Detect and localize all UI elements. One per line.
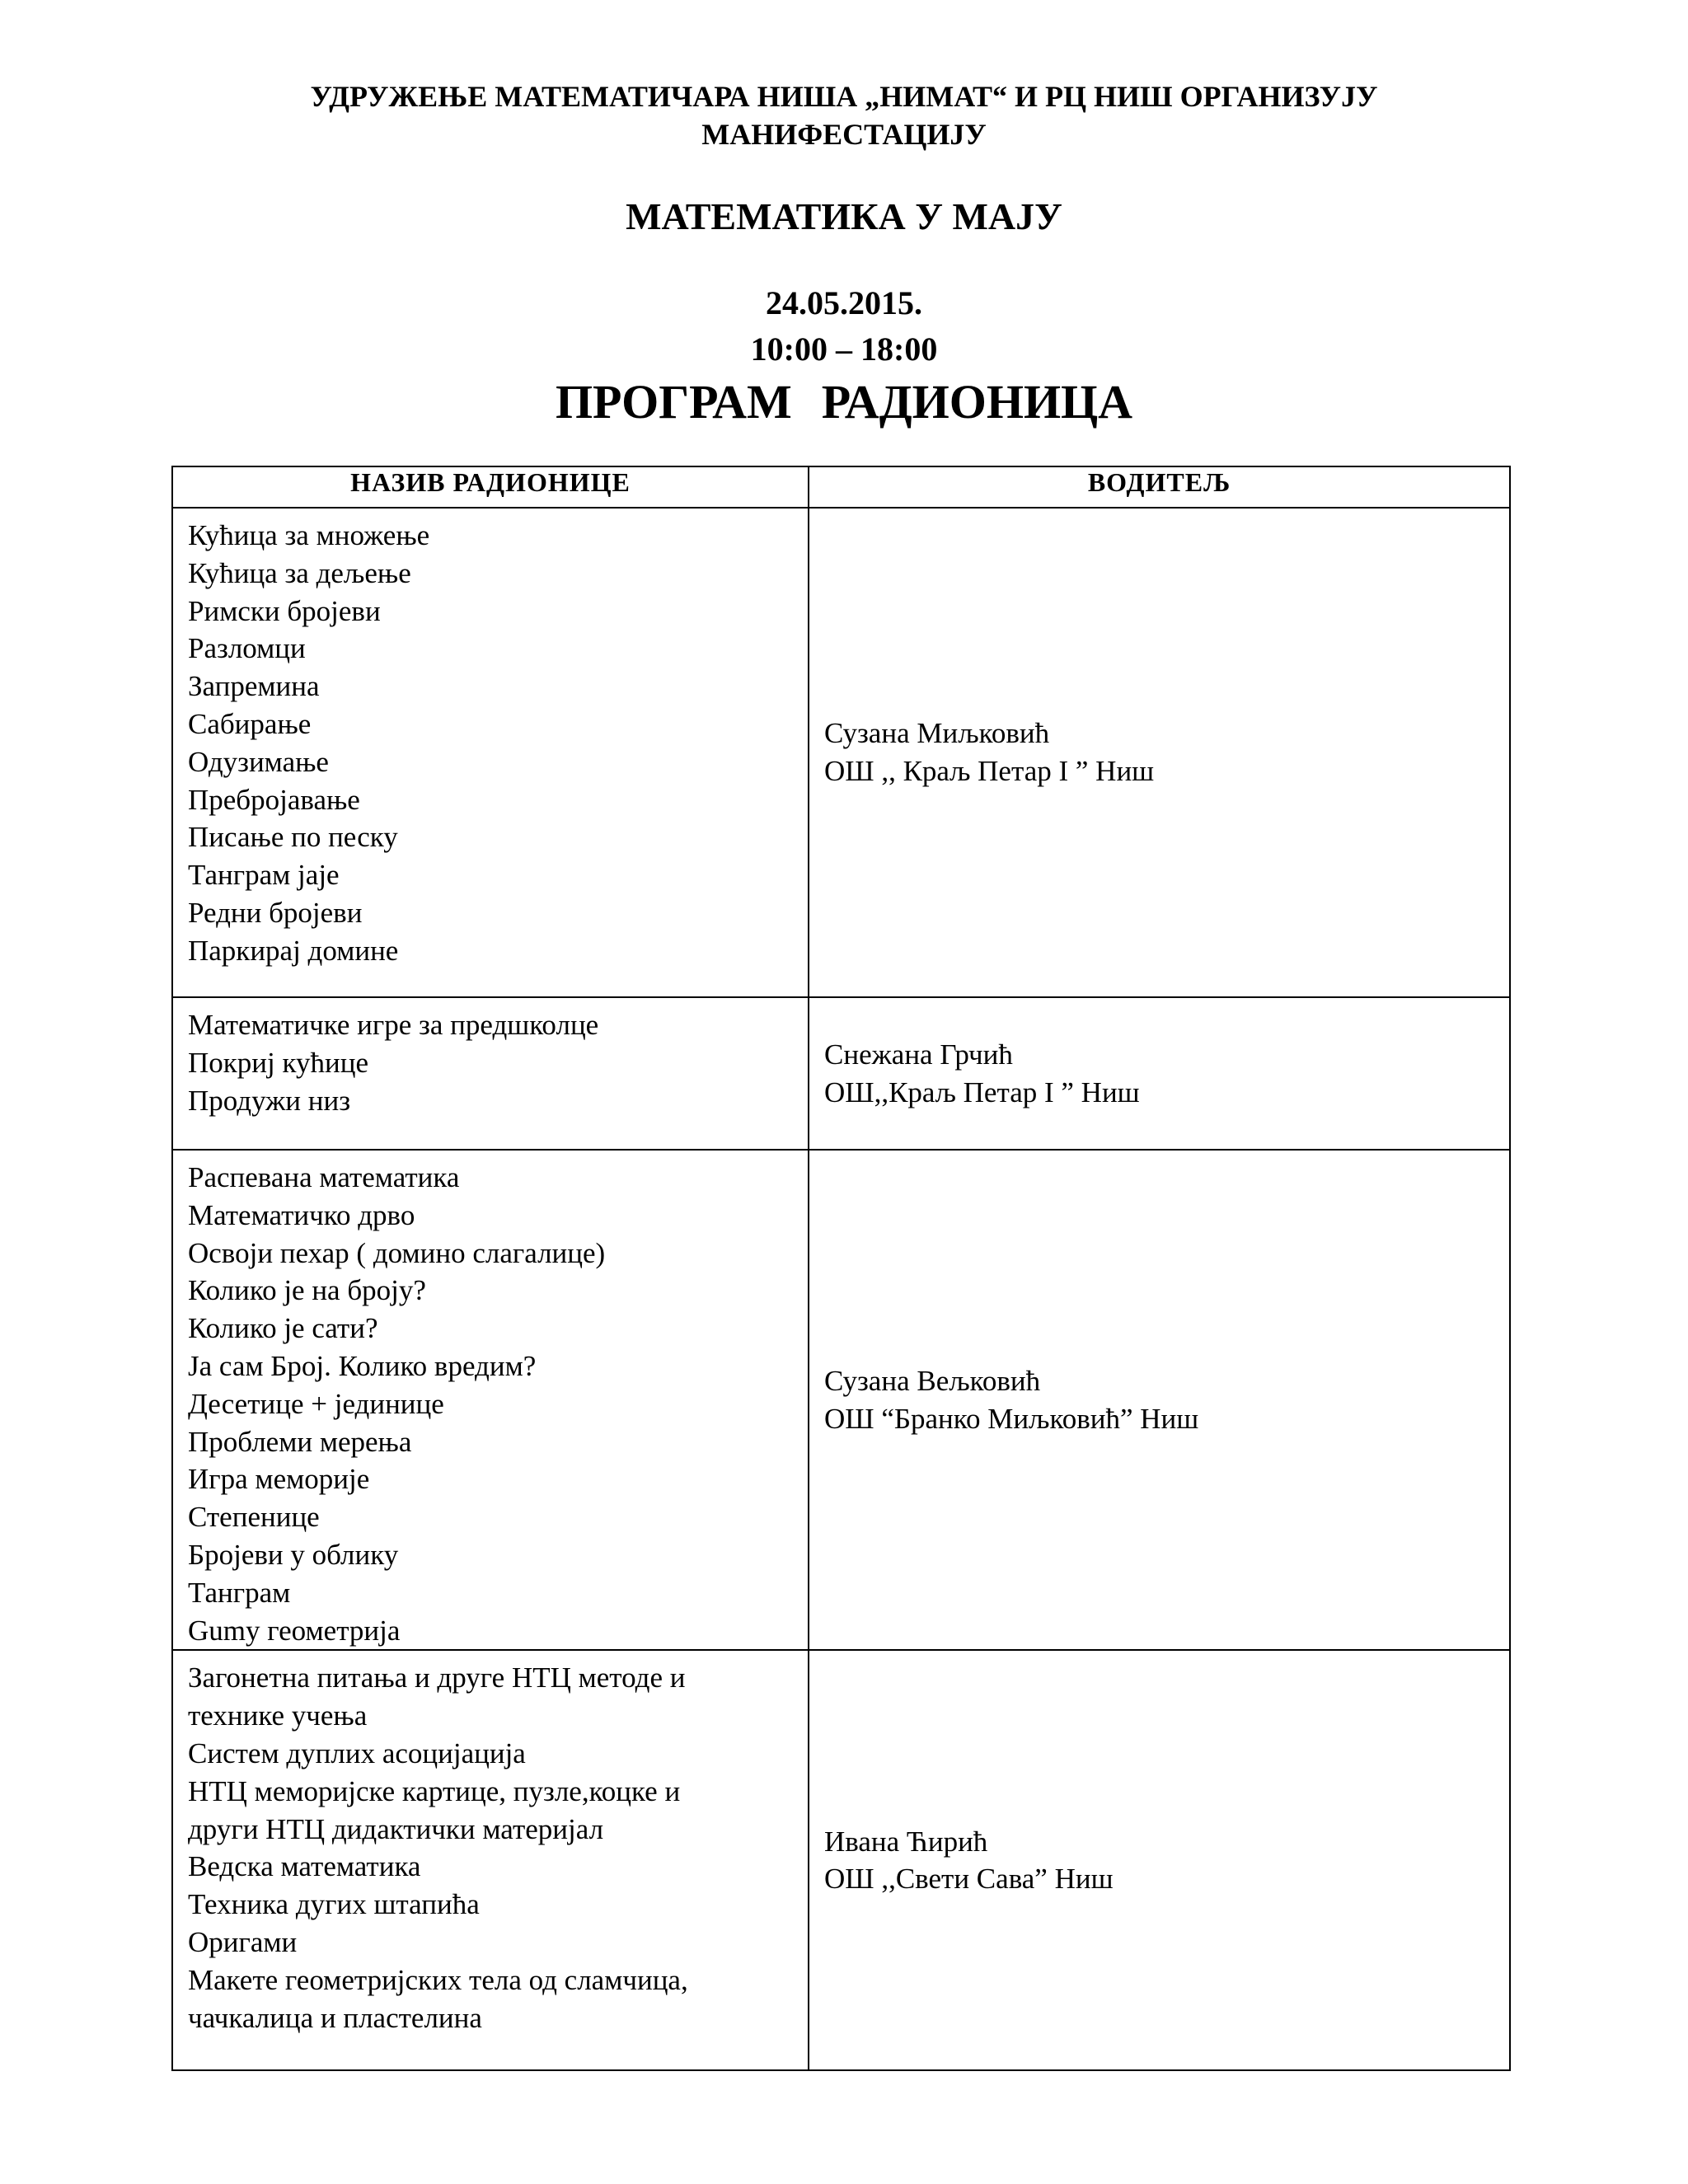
workshop-item: Проблеми мерења: [188, 1425, 412, 1458]
workshop-table: [171, 466, 1511, 2071]
workshop-item: Разломци: [188, 632, 306, 665]
event-time: 10:00 – 18:00: [750, 330, 938, 368]
workshop-item: Макете геометријских тела од сламчица,: [188, 1963, 688, 1996]
workshop-item: Римски бројеви: [188, 594, 381, 627]
workshop-item: Gumy геометрија: [188, 1614, 401, 1647]
table-row: [172, 1650, 1510, 2070]
program-heading-word-2: РАДИОНИЦА: [821, 375, 1133, 429]
workshop-item: Колико је сати?: [188, 1312, 378, 1345]
program-heading-word-1: ПРОГРАМ: [555, 375, 792, 429]
workshop-item: Загонетна питања и друге НТЦ методе и: [188, 1661, 686, 1694]
workshop-list: [173, 998, 808, 1119]
column-header-workshop: НАЗИВ РАДИОНИЦЕ: [172, 466, 809, 508]
workshop-item: Игра меморије: [188, 1463, 370, 1496]
workshop-item: Одузимање: [188, 745, 329, 778]
workshop-item: Писање по песку: [188, 821, 398, 854]
workshop-item: Редни бројеви: [188, 896, 363, 929]
workshop-item: Математичке игре за предшколце: [188, 1009, 599, 1041]
workshop-item: други НТЦ дидактички материјал: [188, 1812, 604, 1845]
workshop-item: Степенице: [188, 1501, 320, 1534]
workshop-item: Колико је на броју?: [188, 1274, 426, 1307]
workshop-list-cell: [172, 1150, 809, 1650]
workshop-list: [173, 1651, 808, 2036]
workshop-list: [173, 509, 808, 970]
leader-school: ОШ “Бранко Миљковић” Ниш: [824, 1402, 1199, 1435]
workshop-item: Покриј кућице: [188, 1046, 368, 1079]
leader-info: [809, 1651, 1509, 2069]
table-body: [172, 508, 1510, 2070]
workshop-item: Систем дуплих асоцијација: [188, 1736, 526, 1769]
leader-info: [809, 998, 1509, 1149]
program-heading: [0, 374, 1688, 429]
workshop-item: Кућица за множење: [188, 519, 430, 551]
workshop-item: Танграм јаје: [188, 859, 340, 892]
leader-cell: [809, 1150, 1510, 1650]
workshop-item: Математичко дрво: [188, 1198, 415, 1231]
leader-info: [809, 1151, 1509, 1649]
workshop-item: Бројеви у облику: [188, 1538, 399, 1571]
workshop-list-cell: [172, 1650, 809, 2070]
workshop-list-cell: [172, 508, 809, 997]
event-date: 24.05.2015.: [766, 284, 922, 321]
event-title: МАТЕМАТИКА У МАЈУ: [626, 195, 1062, 237]
workshop-item: Десетице + јединице: [188, 1387, 444, 1420]
workshop-item: Танграм: [188, 1576, 291, 1609]
workshop-list: [173, 1151, 808, 1649]
workshop-item: Запремина: [188, 670, 320, 703]
workshop-item: Ведска математика: [188, 1850, 421, 1883]
workshop-item: Освоји пехар ( домино слагалице): [188, 1236, 606, 1269]
workshop-item: Кућица за дељење: [188, 556, 411, 589]
workshop-item: Сабирање: [188, 707, 312, 740]
leader-cell: [809, 508, 1510, 997]
leader-school: ОШ,,Краљ Петар I ” Ниш: [824, 1076, 1140, 1108]
leader-cell: [809, 1650, 1510, 2070]
workshop-item: НТЦ меморијске картице, пузле,коцке и: [188, 1774, 681, 1807]
table-header-row: [172, 466, 1510, 508]
organizer-line-1: УДРУЖЕЊЕ МАТЕМАТИЧАРА НИША „НИМАТ“ И РЦ НИШ ОРГАНИЗУЈУ: [310, 80, 1378, 113]
workshop-item: Паркирај домине: [188, 934, 399, 967]
organizer-line-2: МАНИФЕСТАЦИЈУ: [701, 118, 987, 151]
workshop-item: Ја сам Број. Колико вредим?: [188, 1349, 537, 1382]
table-row: [172, 508, 1510, 997]
workshop-item: технике учења: [188, 1699, 368, 1732]
table-row: [172, 1150, 1510, 1650]
leader-name: Сузана Вељковић: [824, 1364, 1041, 1397]
leader-cell: [809, 997, 1510, 1150]
leader-name: Сузана Миљковић: [824, 717, 1050, 750]
workshop-item: Продужи низ: [188, 1084, 351, 1117]
table-row: [172, 997, 1510, 1150]
workshop-item: Техника дугих штапића: [188, 1888, 480, 1921]
leader-name: Снежана Грчић: [824, 1038, 1013, 1071]
workshop-item: Распевана математика: [188, 1161, 460, 1193]
leader-school: ОШ ,,Свети Сава” Ниш: [824, 1863, 1114, 1896]
workshop-item: Пребројавање: [188, 783, 360, 816]
column-header-leader: ВОДИТЕЉ: [809, 466, 1510, 508]
leader-name: Ивана Ћирић: [824, 1825, 988, 1858]
leader-info: [809, 509, 1509, 996]
workshop-item: Оригами: [188, 1925, 298, 1958]
workshop-list-cell: [172, 997, 809, 1150]
workshop-item: чачкалица и пластелина: [188, 2001, 482, 2034]
leader-school: ОШ ,, Краљ Петар I ” Ниш: [824, 755, 1155, 787]
